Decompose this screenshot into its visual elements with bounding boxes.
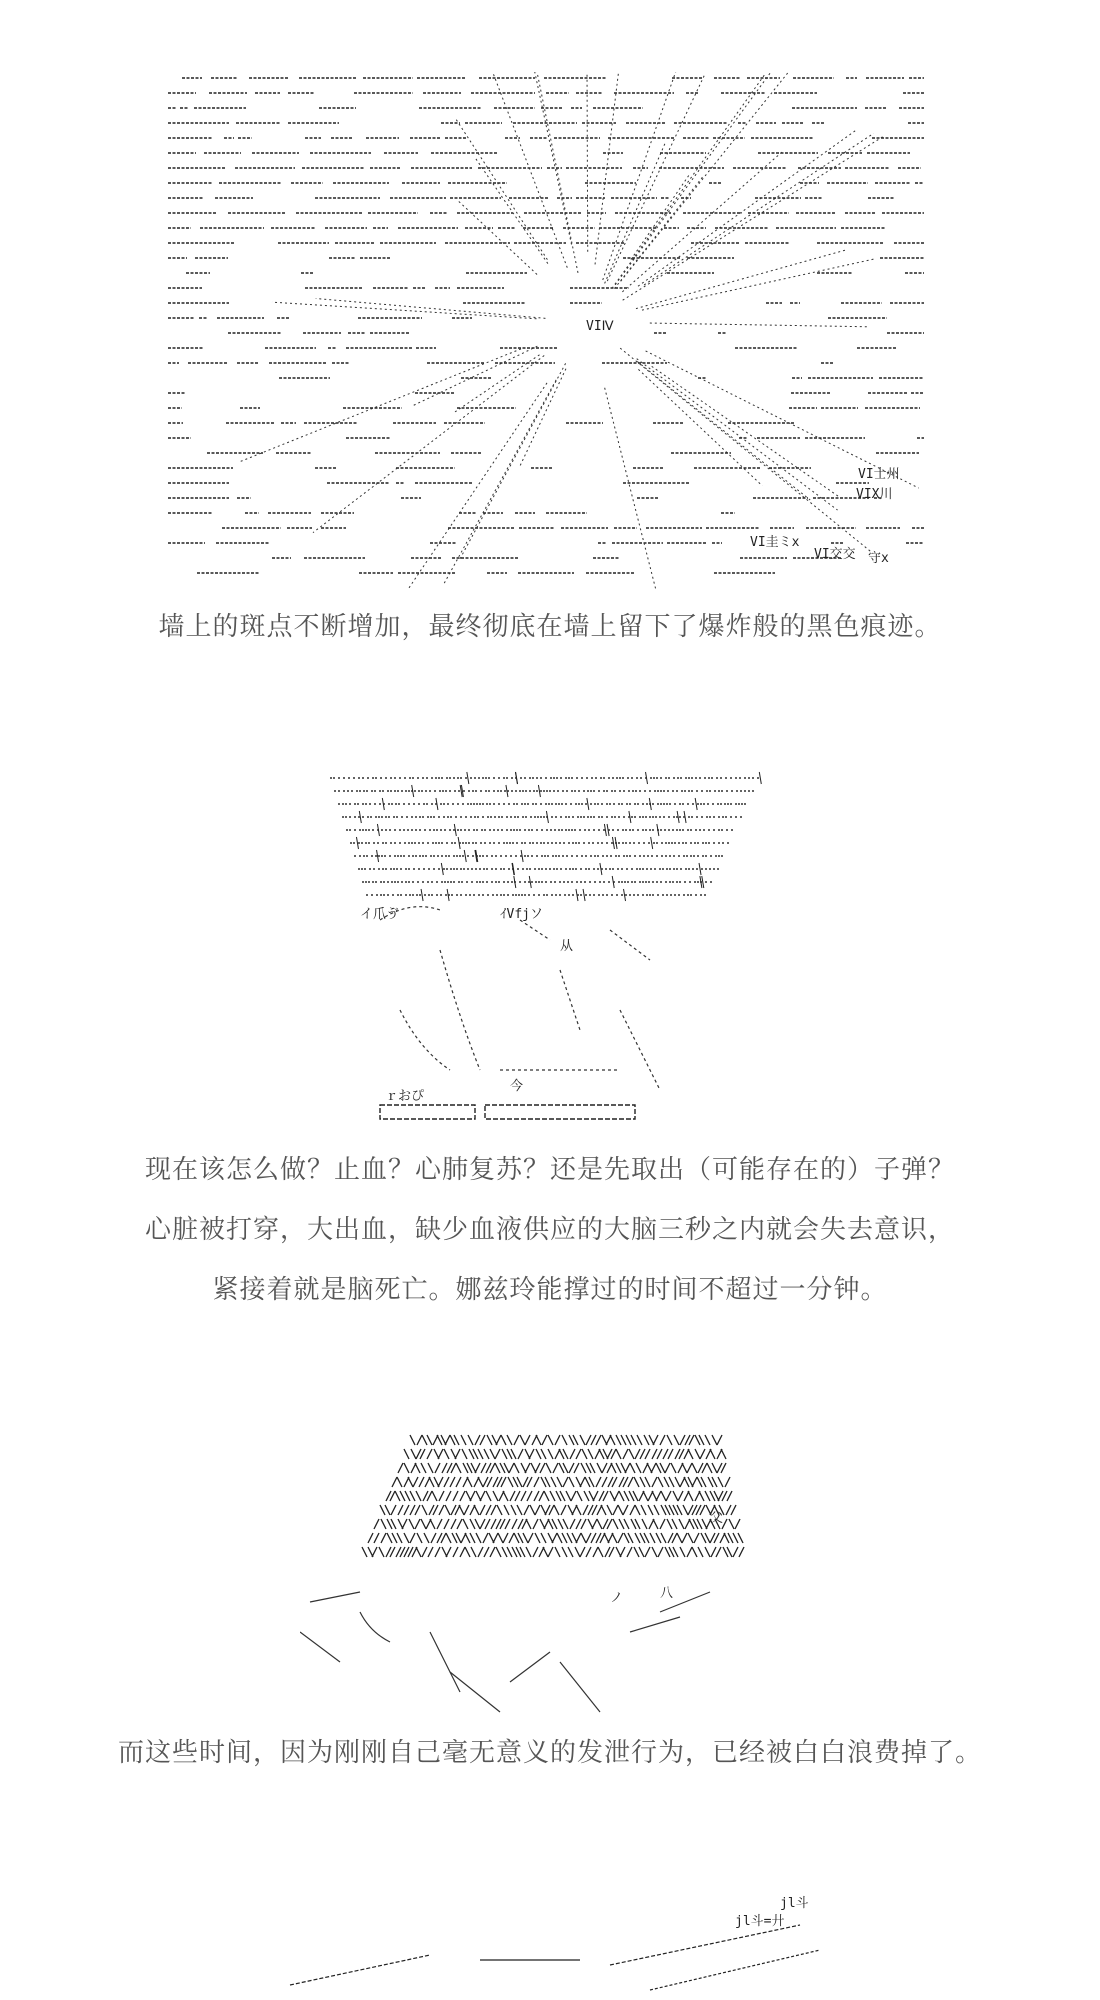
svg-text:八: 八 xyxy=(660,1586,674,1601)
svg-text:今: 今 xyxy=(510,1079,524,1094)
caption-what-to-do: 现在该怎么做？止血？心肺复苏？还是先取出（可能存在的）子弹？ xyxy=(144,1155,955,1185)
svg-text:从: 从 xyxy=(560,939,574,954)
head-lines xyxy=(300,1432,800,1722)
svg-text:ｒおぴ: ｒおぴ xyxy=(385,1089,425,1104)
svg-text:jl斗: jl斗 xyxy=(780,1896,809,1911)
svg-text:jl斗=廾: jl斗=廾 xyxy=(735,1914,785,1929)
svg-text:守x: 守x xyxy=(868,551,889,566)
caption-wall-stains: 墙上的斑点不断增加，最终彻底在墙上留下了爆炸般的黑色痕迹。 xyxy=(158,612,942,642)
svg-text:父: 父 xyxy=(710,1511,724,1526)
svg-text:イ爪ゔ: イ爪ゔ xyxy=(360,907,400,922)
caption-heart-shot: 心脏被打穿，大出血，缺少血液供应的大脑三秒之内就会失去意识， xyxy=(144,1215,955,1245)
svg-text:VI士州: VI士州 xyxy=(858,467,900,482)
ascii-art-figure xyxy=(320,770,770,1130)
figure-lines xyxy=(320,770,770,1130)
svg-text:VI圭ミx: VI圭ミx xyxy=(750,535,800,550)
bottom-lines xyxy=(280,1895,840,2000)
svg-text:VIⅣ: VIⅣ xyxy=(586,319,614,334)
svg-text:ｲVfjソ: ｲVfjソ xyxy=(500,907,543,922)
caption-time-wasted: 而这些时间，因为刚刚自己毫无意义的发泄行为，已经被白白浪费掉了。 xyxy=(117,1738,982,1768)
ascii-art-bottom xyxy=(280,1895,840,2000)
explosion-lines xyxy=(168,72,924,590)
ascii-art-head xyxy=(300,1432,800,1722)
ascii-art-explosion xyxy=(168,72,924,590)
caption-brain-death: 紧接着就是脑死亡。娜兹玲能撑过的时间不超过一分钟。 xyxy=(212,1275,888,1305)
svg-text:VIX川: VIX川 xyxy=(856,487,893,502)
svg-text:ノ: ノ xyxy=(610,1591,624,1606)
svg-text:VI交交: VI交交 xyxy=(814,547,856,562)
